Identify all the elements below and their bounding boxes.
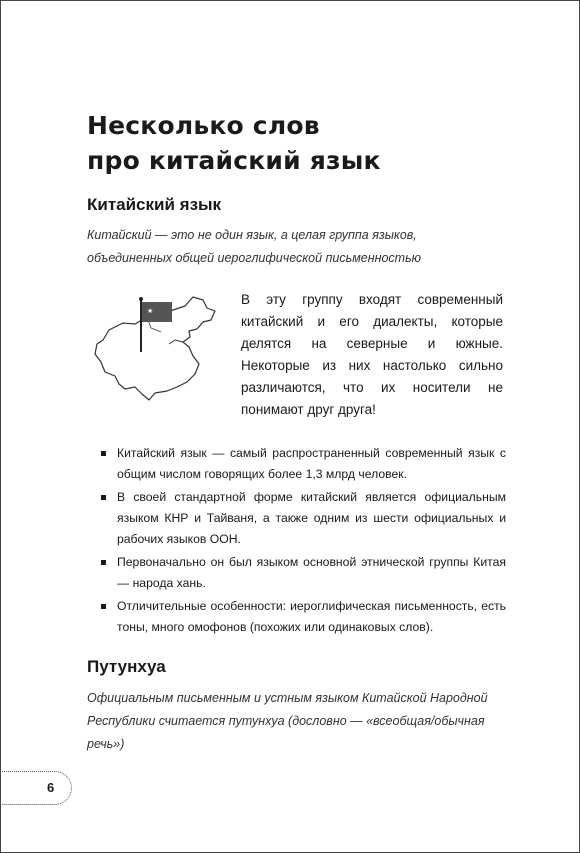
lead-line-2: объединенных общей иероглифической письменностью [87,251,422,265]
list-item-text: Отличительные особенности: иероглифическая письменность, есть тоны, много омофонов (похожих или одинаковых слов). [117,599,506,634]
list-item-text: Первоначально он был языком основной этнической группы Китая — народа хань. [117,555,506,590]
lead-line-2: Республики считается путунхуа (дословно — «всеобщая/обычная [87,714,485,728]
lead-line-3: речь») [87,737,125,751]
lead-line-1: Китайский — это не один язык, а целая группа языков, [87,228,417,242]
bullet-icon [101,560,106,565]
bullet-icon [101,451,106,456]
section-lead-chinese [87,224,507,270]
page-title-line-2: про китайский язык [87,146,381,175]
list-item [101,552,506,594]
section-heading-chinese: Китайский язык [87,195,222,214]
facts-list [101,443,506,640]
svg-text:★: ★ [147,307,154,315]
list-item [101,596,506,638]
china-map-with-flag-icon [89,292,219,402]
page-number: 6 [47,780,55,795]
side-text-dialects: В эту группу входят современный китайский и его диалекты, которые делятся на северные и южные. Некоторые из них настолько сильно различаются, что их носители не понимают друг друга! [241,292,503,417]
page-number-tab [0,771,72,805]
page-title-line-1: Несколько слов [87,111,320,140]
bullet-icon [101,604,106,609]
list-item [101,443,506,485]
list-item-text: В своей стандартной форме китайский является официальным языком КНР и Тайваня, а также одним из шести официальных и рабочих языков ООН. [117,490,506,546]
section-heading-putonghua: Путунхуа [87,657,166,676]
list-item [101,487,506,550]
lead-line-1: Официальным письменным и устным языком Китайской Народной [87,691,488,705]
list-item-text: Китайский язык — самый распространенный современный язык с общим числом говорящих более 1,3 млрд человек. [117,446,506,481]
section-lead-putonghua [87,687,512,756]
page-title [87,108,381,178]
bullet-icon [101,495,106,500]
